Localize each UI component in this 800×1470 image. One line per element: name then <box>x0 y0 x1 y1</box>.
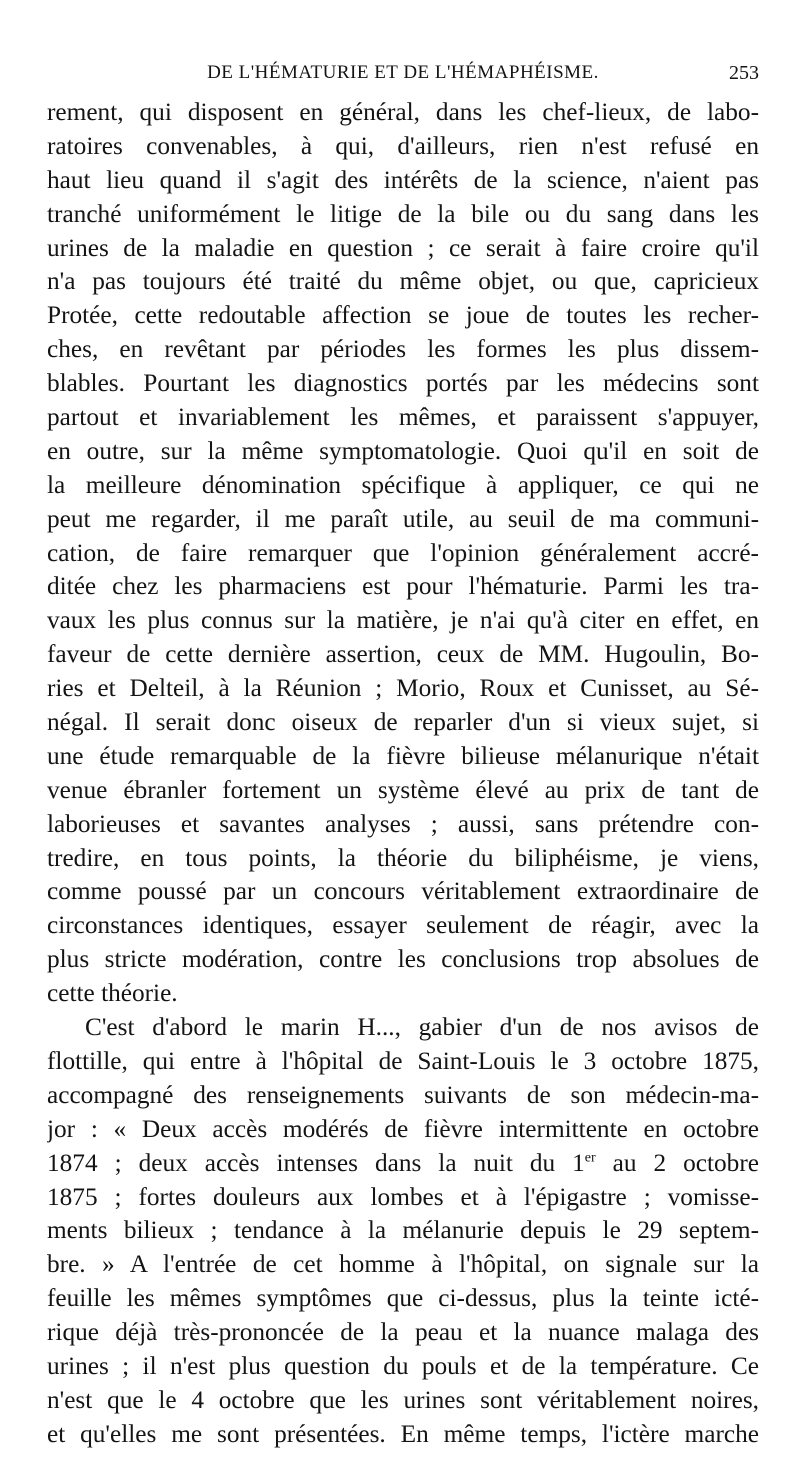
running-head <box>47 62 759 90</box>
text-line: venue ébranler fortement un système élevé au prix de tant de <box>47 775 759 804</box>
text-line: circonstances identiques, essayer seulement de réagir, avec la <box>47 911 759 940</box>
running-title: DE L'HÉMATURIE ET DE L'HÉMAPHÉISME. <box>207 62 599 83</box>
text-line: n'a pas toujours été traité du même objet, ou que, capricieux <box>47 267 759 296</box>
text-line: en outre, sur la même symptomatologie. Quoi qu'il en soit de <box>47 436 759 465</box>
text-line: peut me regarder, il me paraît utile, au seuil de ma communi- <box>47 504 759 533</box>
text-line: et qu'elles me sont présentées. En même temps, l'ictère marche <box>47 1419 759 1448</box>
text-line: ches, en revêtant par périodes les formes les plus dissem- <box>47 335 759 364</box>
text-line: plus stricte modération, contre les conclusions trop absolues de <box>47 945 759 974</box>
text-line: accompagné des renseignements suivants de son médecin-ma- <box>47 1080 759 1109</box>
text-line: ditée chez les pharmaciens est pour l'hématurie. Parmi les tra- <box>47 572 759 601</box>
text-line: feuille les mêmes symptômes que ci-dessus, plus la teinte icté- <box>47 1284 759 1313</box>
text-line: blables. Pourtant les diagnostics portés par les médecins sont <box>47 369 759 398</box>
text-line: 1875 ; fortes douleurs aux lombes et à l'épigastre ; vomisse- <box>47 1182 759 1211</box>
text-line: haut lieu quand il s'agit des intérêts de la science, n'aient pas <box>47 165 759 194</box>
text-line: partout et invariablement les mêmes, et paraissent s'appuyer, <box>47 403 759 432</box>
page-number: 253 <box>729 62 759 84</box>
text-line: rement, qui disposent en général, dans les chef-lieux, de labo- <box>47 98 759 126</box>
text-line: tredire, en tous points, la théorie du biliphéisme, je viens, <box>47 843 759 872</box>
body-text <box>47 96 759 1452</box>
text-line: faveur de cette dernière assertion, ceux de MM. Hugoulin, Bo- <box>47 640 759 669</box>
text-line: négal. Il serait donc oiseux de reparler d'un si vieux sujet, si <box>47 708 759 737</box>
text-line: ments bilieux ; tendance à la mélanurie depuis le 29 septem- <box>47 1216 759 1245</box>
text-segment: au 2 octobre <box>595 1148 759 1177</box>
text-line: Protée, cette redoutable affection se joue de toutes les recher- <box>47 301 759 330</box>
text-line: une étude remarquable de la fièvre bilieuse mélanurique n'était <box>47 741 759 770</box>
text-line: laborieuses et savantes analyses ; aussi, sans prétendre con- <box>47 809 759 838</box>
text-line: ratoires convenables, à qui, d'ailleurs, rien n'est refusé en <box>47 131 759 160</box>
text-line-with-superscript <box>47 1147 759 1181</box>
text-line: tranché uniformément le litige de la bile ou du sang dans les <box>47 199 759 228</box>
text-line: vaux les plus connus sur la matière, je n'ai qu'à citer en effet, en <box>47 606 759 635</box>
ordinal-superscript: er <box>584 1150 596 1166</box>
text-line: urines ; il n'est plus question du pouls et de la température. Ce <box>47 1351 759 1380</box>
text-line: la meilleure dénomination spécifique à appliquer, ce qui ne <box>47 470 759 499</box>
text-line: ries et Delteil, à la Réunion ; Morio, Roux et Cunisset, au Sé- <box>47 674 759 703</box>
text-line: cation, de faire remarquer que l'opinion généralement accré- <box>47 538 759 567</box>
paragraph-start-line: C'est d'abord le marin H..., gabier d'un de nos avisos de <box>85 1013 759 1042</box>
text-line: rique déjà très-prononcée de la peau et la nuance malaga des <box>47 1318 759 1347</box>
text-line: comme poussé par un concours véritablement extraordinaire de <box>47 877 759 906</box>
book-page <box>47 0 759 1470</box>
text-line: bre. » A l'entrée de cet homme à l'hôpital, on signale sur la <box>47 1250 759 1279</box>
text-segment: 1874 ; deux accès intenses dans la nuit du 1 <box>47 1148 585 1177</box>
text-line: flottille, qui entre à l'hôpital de Saint-Louis le 3 octobre 1875, <box>47 1046 759 1075</box>
text-line: urines de la maladie en question ; ce serait à faire croire qu'il <box>47 233 759 262</box>
text-line: jor : « Deux accès modérés de fièvre intermittente en octobre <box>47 1114 759 1143</box>
paragraph-end-line: cette théorie. <box>47 979 178 1008</box>
text-line: n'est que le 4 octobre que les urines sont véritablement noires, <box>47 1385 759 1414</box>
